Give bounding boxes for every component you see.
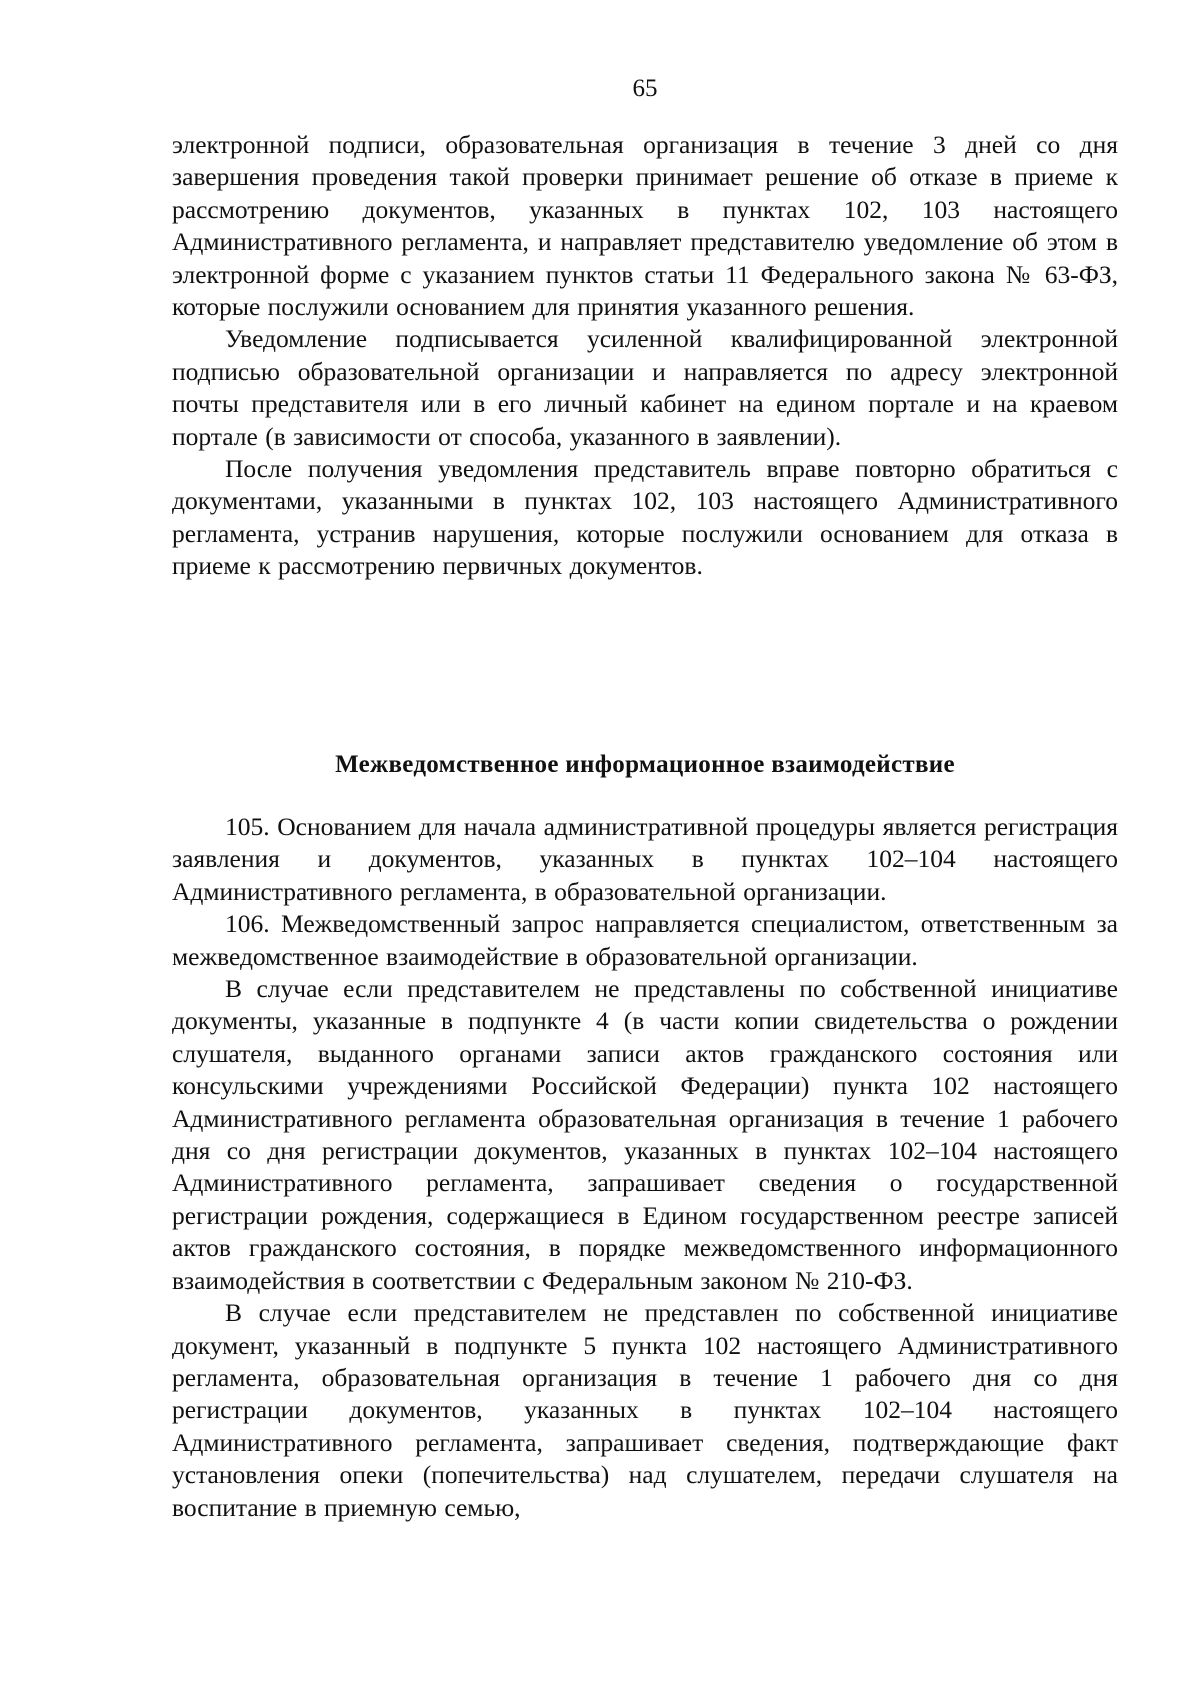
section-heading: Межведомственное информационное взаимодействие <box>335 751 955 778</box>
section-1-text <box>172 129 1118 583</box>
section-2-text <box>172 811 1118 1524</box>
paragraph-continuation: электронной подписи, образовательная организация в течение 3 дней со дня завершения проведения такой проверки принимает решение об отказе в приеме к рассмотрению документов, указанных в пунктах 102, 103 настоящего Административного регламента, и направляет представителю уведомление об этом в электронной форме с указанием пунктов статьи 11 Федерального закона № 63-ФЗ, которые послужили основанием для принятия указанного решения. <box>172 130 1118 322</box>
paragraph-notification: Уведомление подписывается усиленной квалифицированной электронной подписью образовательной организации и направляется по адресу электронной почты представителя или в его личный кабинет на едином портале и на краевом портале (в зависимости от способа, указанного в заявлении). <box>172 324 1118 451</box>
paragraph-after-notification: После получения уведомления представитель вправе повторно обратиться с документами, указанными в пунктах 102, 103 настоящего Административного регламента, устранив нарушения, которые послужили основанием для отказа в приеме к рассмотрению первичных документов. <box>172 454 1118 581</box>
paragraph-106: 106. Межведомственный запрос направляется специалистом, ответственным за межведомственное взаимодействие в образовательной организации. <box>172 909 1118 971</box>
paragraph-birth-registration: В случае если представителем не представлены по собственной инициативе документы, указанные в подпункте 4 (в части копии свидетельства о рождении слушателя, выданного органами записи актов гражданского состояния или консульскими учреждениями Российской Федерации) пункта 102 настоящего Административного регламента образовательная организация в течение 1 рабочего дня со дня регистрации документов, указанных в пунктах 102–104 настоящего Административного регламента, запрашивает сведения о государственной регистрации рождения, содержащиеся в Едином государственном реестре записей актов гражданского состояния, в порядке межведомственного информационного взаимодействия в соответствии с Федеральным законом № 210-ФЗ. <box>172 974 1118 1295</box>
paragraph-105: 105. Основанием для начала административной процедуры является регистрация заявления и документов, указанных в пунктах 102–104 настоящего Административного регламента, в образовательной организации. <box>172 812 1118 906</box>
page-number: 65 <box>632 75 658 102</box>
paragraph-guardianship: В случае если представителем не представлен по собственной инициативе документ, указанный в подпункте 5 пункта 102 настоящего Административного регламента, образовательная организация в течение 1 рабочего дня со дня регистрации документов, указанных в пунктах 102–104 настоящего Административного регламента, запрашивает сведения, подтверждающие факт установления опеки (попечительства) над слушателем, передачи слушателя на воспитание в приемную семью, <box>172 1298 1118 1522</box>
